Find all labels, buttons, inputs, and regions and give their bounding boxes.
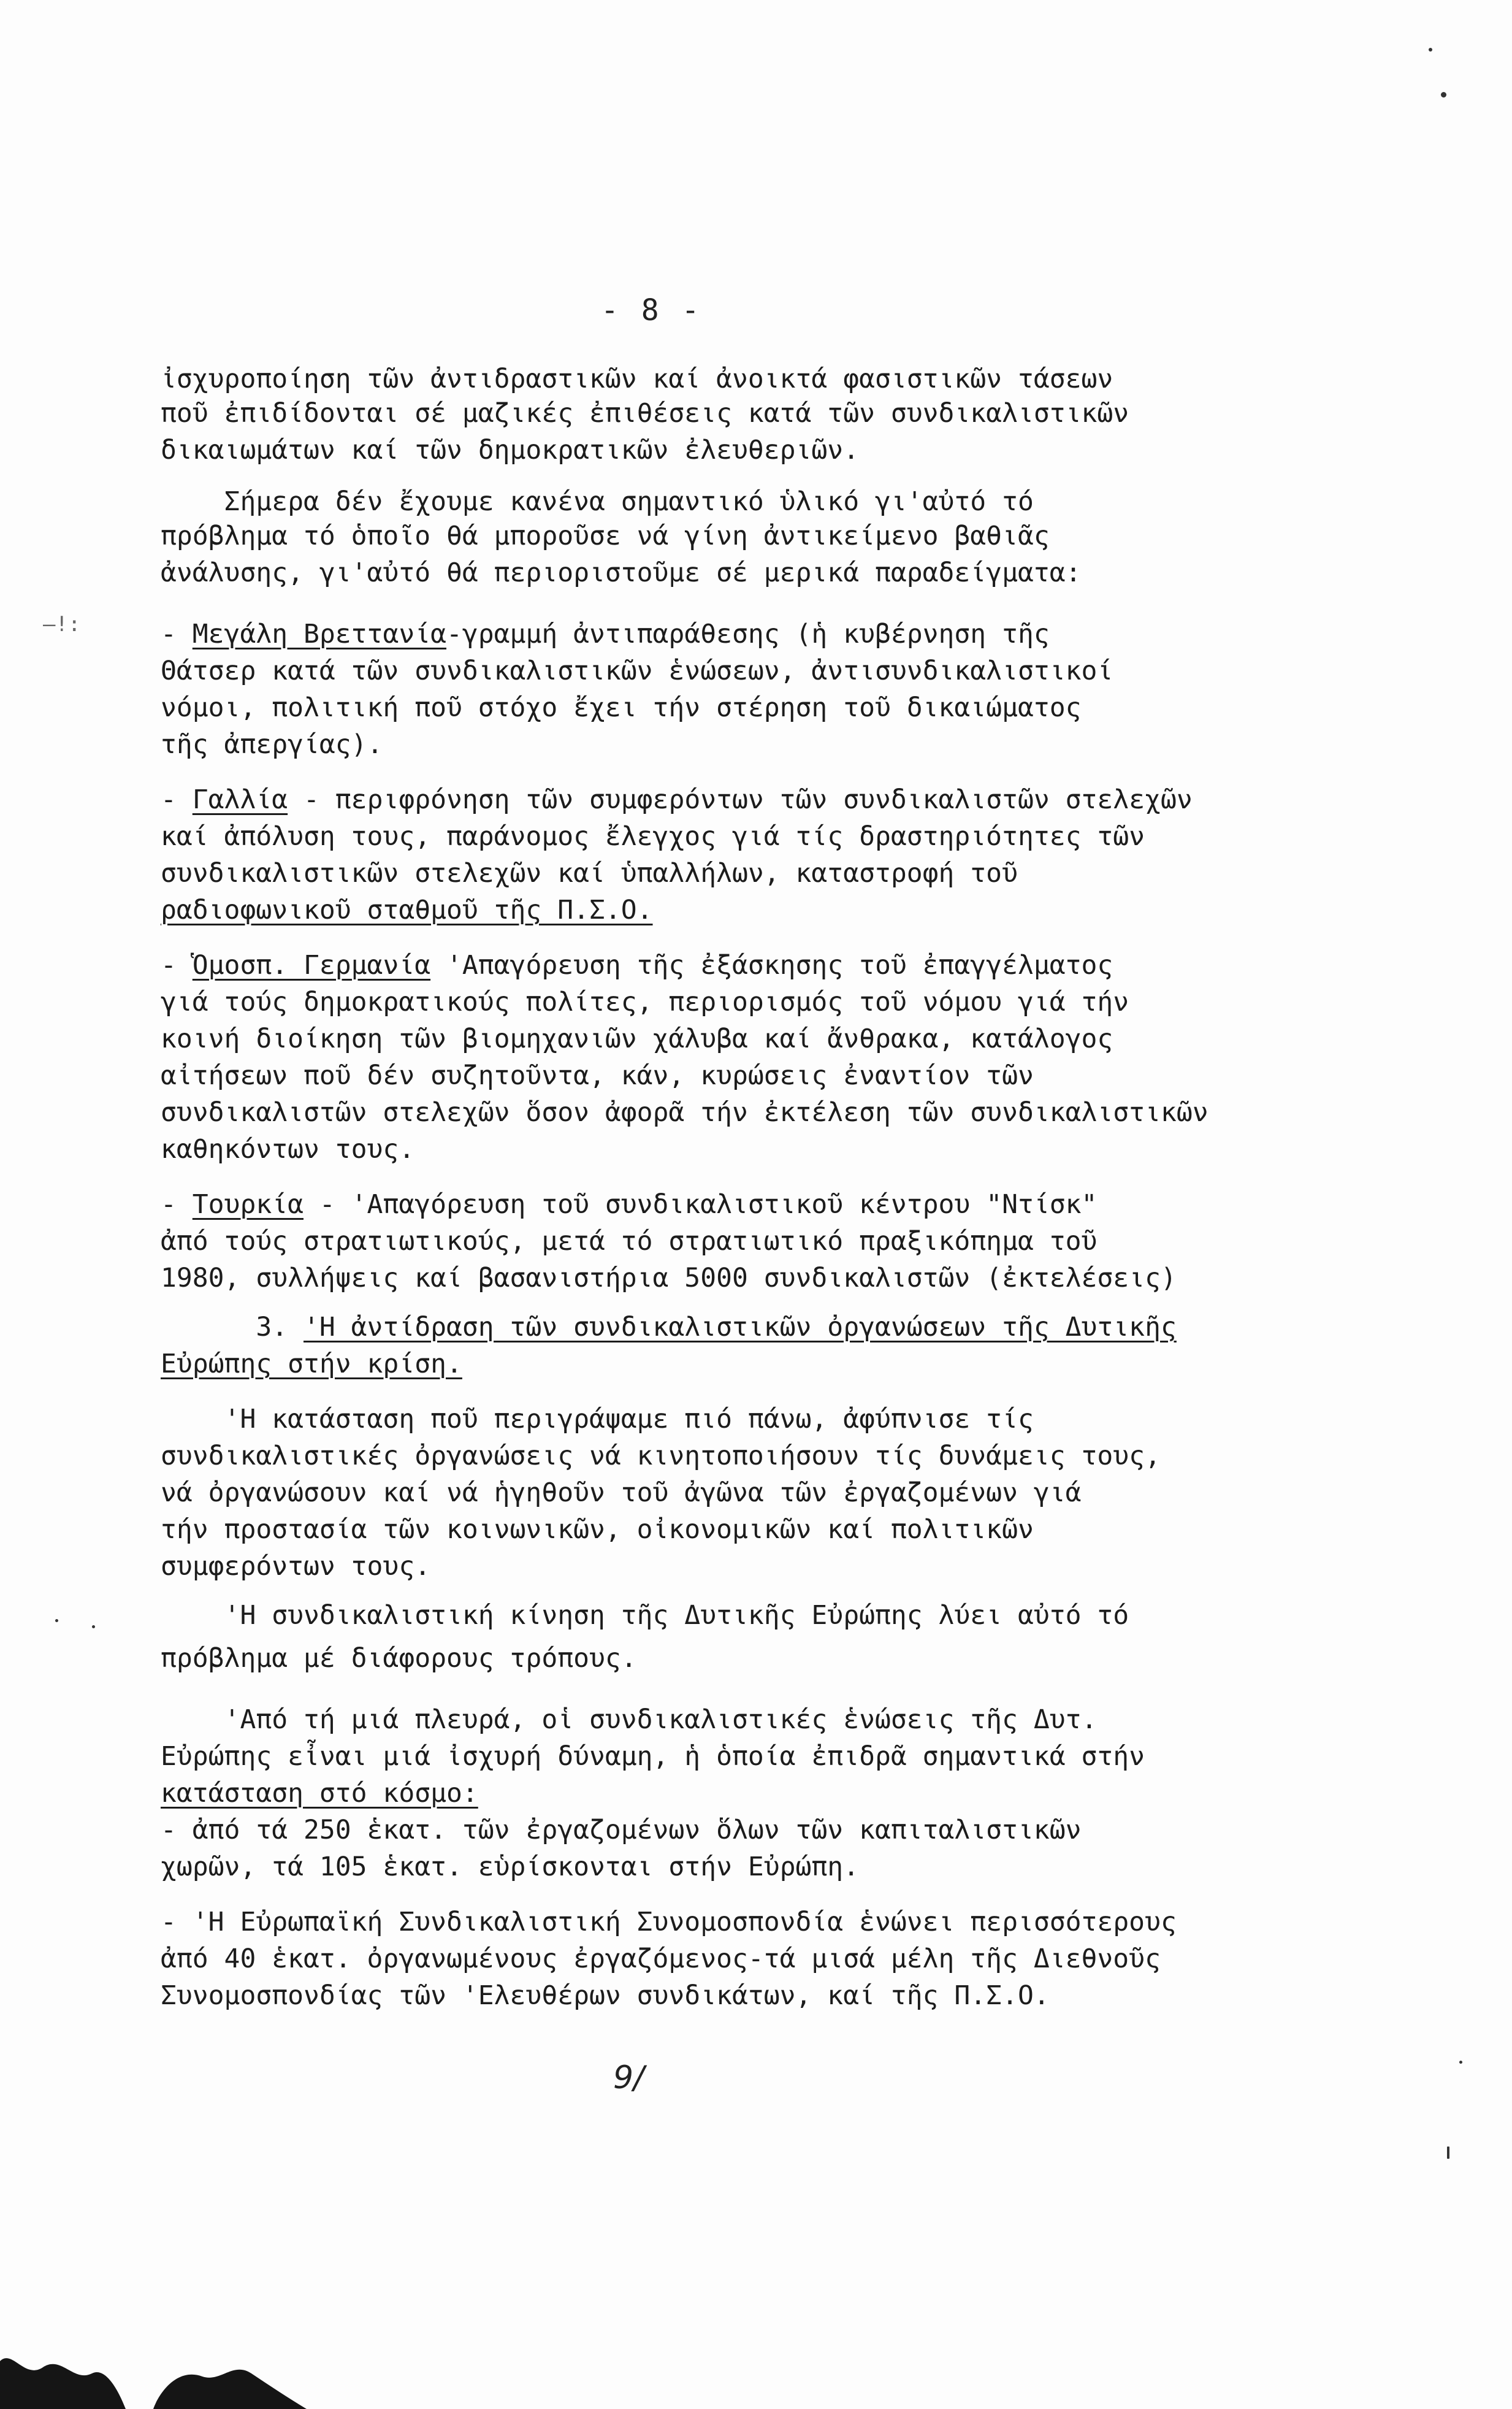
line-text: χωρῶν, τά 105 ἑκατ. εὑρίσκονται στήν Εὐρώπη.: [161, 1852, 860, 1882]
scan-speck: [92, 1625, 95, 1628]
text-line: [161, 617, 1050, 651]
line-text: γιά τούς δημοκρατικούς πολίτες, περιορισμός τοῦ νόμου γιά τήν: [161, 987, 1129, 1017]
line-text: -γραμμή ἀντιπαράθεσης (ἡ κυβέρνηση τῆς: [446, 619, 1050, 649]
scan-speck: [1447, 2147, 1449, 2159]
text-line: [161, 1224, 1097, 1258]
scan-edge-blob: [0, 2324, 319, 2409]
text-line: [161, 1813, 1082, 1847]
line-text: - 'Η Εὐρωπαϊκή Συνδικαλιστική Συνομοσπονδία ἑνώνει περισσότερους: [161, 1907, 1177, 1937]
line-text: - ἀπό τά 250 ἑκατ. τῶν ἐργαζομένων ὅλων τῶν καπιταλιστικῶν: [161, 1815, 1082, 1845]
underlined-heading: 'Η ἀντίδραση τῶν συνδικαλιστικῶν ὀργανώσεων τῆς Δυτικῆς: [304, 1312, 1177, 1342]
line-text: Σήμερα δέν ἔχουμε κανένα σημαντικό ὑλικό γι'αὐτό τό: [161, 486, 1034, 517]
line-prefix: 3.: [161, 1312, 304, 1342]
text-line: [161, 1702, 1097, 1737]
text-line: [161, 654, 1113, 688]
line-text: συμφερόντων τους.: [161, 1551, 431, 1582]
line-text: συνδικαλιστῶν στελεχῶν ὅσον ἀφορᾶ τήν ἐκτέλεση τῶν συνδικαλιστικῶν: [161, 1097, 1208, 1128]
text-line: [161, 1905, 1177, 1939]
text-line: [161, 362, 1113, 396]
text-line: [161, 1850, 859, 1884]
line-text: καθηκόντων τους.: [161, 1134, 415, 1165]
text-line: [161, 1776, 478, 1810]
text-line: [161, 484, 1034, 519]
text-line: [161, 1132, 414, 1166]
text-line: [161, 893, 653, 927]
line-text: 1980, συλλήψεις καί βασανιστήρια 5000 συνδικαλιστῶν (ἐκτελέσεις): [161, 1263, 1177, 1293]
text-line: [161, 1978, 1050, 2013]
scan-speck: [1429, 48, 1432, 52]
text-line: [161, 1641, 637, 1676]
line-prefix: -: [161, 619, 193, 649]
line-text: Θάτσερ κατά τῶν συνδικαλιστικῶν ἑνώσεων, ἀντισυνδικαλιστικοί: [161, 656, 1113, 686]
line-text: Εὐρώπης εἶναι μιά ἰσχυρή δύναμη, ἡ ὁποία ἐπιδρᾶ σημαντικά στήν: [161, 1741, 1145, 1772]
text-line: [161, 691, 1082, 725]
line-text: τῆς ἀπεργίας).: [161, 729, 383, 760]
line-text: κοινή διοίκηση τῶν βιομηχανιῶν χάλυβα καί ἄνθρακα, κατάλογος: [161, 1024, 1113, 1054]
line-text: ἀνάλυσης, γι'αὐτό θά περιοριστοῦμε σέ μερικά παραδείγματα:: [161, 557, 1082, 588]
line-text: πρόβλημα τό ὁποῖο θά μποροῦσε νά γίνη ἀντικείμενο βαθιᾶς: [161, 521, 1050, 551]
line-prefix: -: [161, 950, 193, 981]
line-text: νόμοι, πολιτική ποῦ στόχο ἔχει τήν στέρηση τοῦ δικαιώματος: [161, 692, 1082, 723]
text-line: [161, 948, 1113, 982]
text-line: [161, 856, 1018, 890]
line-text: ἰσχυροποίηση τῶν ἀντιδραστικῶν καί ἀνοικτά φασιστικῶν τάσεων: [161, 364, 1113, 394]
line-prefix: -: [161, 1189, 193, 1220]
line-text: πρόβλημα μέ διάφορους τρόπους.: [161, 1643, 637, 1674]
text-line: [161, 556, 1082, 590]
page-number: - 8 -: [601, 293, 702, 327]
text-line: [161, 433, 859, 467]
underlined-heading: Εὐρώπης στήν κρίση.: [161, 1349, 462, 1379]
text-line: [161, 1512, 1034, 1547]
line-text: - περιφρόνηση τῶν συμφερόντων τῶν συνδικαλιστῶν στελεχῶν: [288, 784, 1193, 815]
text-line: [161, 1476, 1082, 1510]
line-text: συνδικαλιστικῶν στελεχῶν καί ὑπαλλήλων, καταστροφή τοῦ: [161, 858, 1018, 889]
text-line: [161, 727, 383, 762]
line-text: ἀπό τούς στρατιωτικούς, μετά τό στρατιωτικό πραξικόπημα τοῦ: [161, 1226, 1098, 1257]
line-text: δικαιωμάτων καί τῶν δημοκρατικῶν ἐλευθεριῶν.: [161, 435, 860, 465]
line-text: αἰτήσεων ποῦ δέν συζητοῦντα, κάν, κυρώσεις ἐναντίον τῶν: [161, 1060, 1034, 1091]
line-text: 'Η κατάσταση ποῦ περιγράψαμε πιό πάνω, ἀφύπνισε τίς: [161, 1404, 1034, 1434]
line-text: τήν προστασία τῶν κοινωνικῶν, οἰκονομικῶν καί πολιτικῶν: [161, 1514, 1034, 1545]
underlined-heading: ραδιοφωνικοῦ σταθμοῦ τῆς Π.Σ.Ο.: [161, 895, 653, 925]
scan-speck: [1441, 92, 1446, 98]
text-line: [161, 1059, 1034, 1093]
text-line: [161, 1022, 1113, 1056]
text-line: [161, 819, 1145, 854]
text-line: [161, 1261, 1177, 1295]
line-text: συνδικαλιστικές ὀργανώσεις νά κινητοποιήσουν τίς δυνάμεις τους,: [161, 1441, 1161, 1471]
line-text: 'Από τή μιά πλευρά, οἱ συνδικαλιστικές ἑνώσεις τῆς Δυτ.: [161, 1704, 1098, 1735]
text-line: [161, 1439, 1161, 1473]
text-line: [161, 1310, 1177, 1344]
line-text: ποῦ ἐπιδίδονται σέ μαζικές ἐπιθέσεις κατά τῶν συνδικαλιστικῶν: [161, 398, 1129, 429]
text-line: [161, 1402, 1034, 1436]
line-text: 'Απαγόρευση τῆς ἐξάσκησης τοῦ ἐπαγγέλματος: [430, 950, 1113, 981]
text-line: [161, 1598, 1129, 1633]
line-text: 'Η συνδικαλιστική κίνηση τῆς Δυτικῆς Εὐρώπης λύει αὐτό τό: [161, 1600, 1129, 1631]
underlined-heading: κατάσταση στό κόσμο:: [161, 1778, 478, 1809]
scan-speck: [55, 1619, 58, 1622]
text-line: [161, 1549, 430, 1584]
line-text: ἀπό 40 ἑκατ. ὀργανωμένους ἐργαζόμενος-τά μισά μέλη τῆς Διεθνοῦς: [161, 1944, 1161, 1974]
left-margin-mark: –!:: [43, 612, 81, 637]
scan-speck: [1459, 2061, 1462, 2064]
text-line: [161, 1187, 1097, 1222]
line-text: νά ὀργανώσουν καί νά ἡγηθοῦν τοῦ ἀγῶνα τῶν ἐργαζομένων γιά: [161, 1477, 1082, 1508]
line-text: - 'Απαγόρευση τοῦ συνδικαλιστικοῦ κέντρου "Ντίσκ": [304, 1189, 1098, 1220]
text-line: [161, 396, 1129, 431]
line-text: καί ἀπόλυση τους, παράνομος ἔλεγχος γιά τίς δραστηριότητες τῶν: [161, 821, 1145, 852]
line-text: Συνομοσπονδίας τῶν 'Ελευθέρων συνδικάτων, καί τῆς Π.Σ.Ο.: [161, 1980, 1050, 2011]
text-line: [161, 1739, 1145, 1774]
line-prefix: -: [161, 784, 193, 815]
underlined-heading: Ὁμοσπ. Γερμανία: [192, 950, 431, 981]
next-page-marker: 9/: [613, 2059, 644, 2096]
text-line: [161, 1347, 462, 1381]
text-line: [161, 985, 1129, 1019]
underlined-heading: Μεγάλη Βρεττανία: [192, 619, 446, 649]
underlined-heading: Γαλλία: [192, 784, 288, 815]
underlined-heading: Τουρκία: [192, 1189, 304, 1220]
text-line: [161, 1095, 1208, 1130]
text-line: [161, 519, 1050, 553]
text-line: [161, 1942, 1161, 1976]
text-line: [161, 783, 1193, 817]
